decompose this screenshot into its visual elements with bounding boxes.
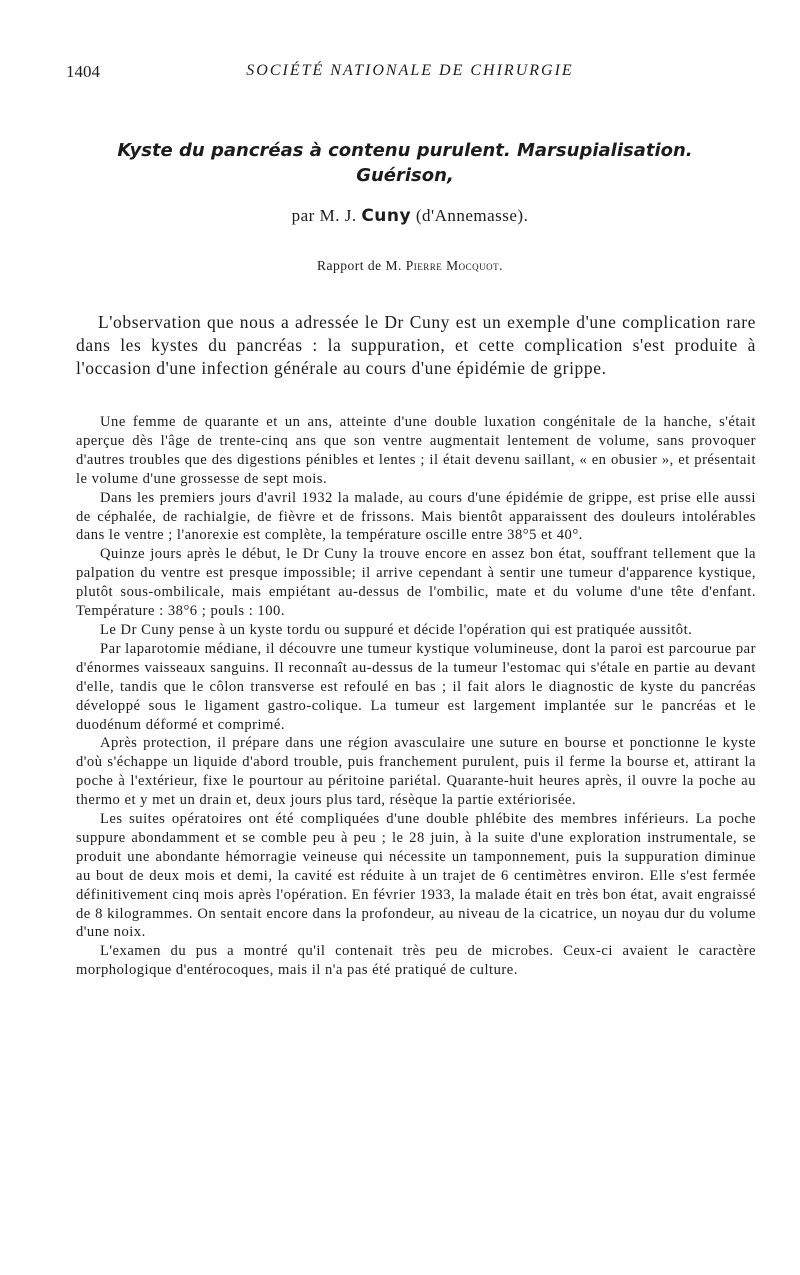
title-line-2: Guérison, xyxy=(356,165,454,186)
body-paragraph: Dans les premiers jours d'avril 1932 la malade, au cours d'une épidémie de grippe, est prise elle aussi de céphalée, de rachialgie, de fièvre et de frissons. Mais bientôt apparaissent des douleurs intolérables dans le ventre ; l'anorexie est complète, la température oscille entre 38°5 et 40°. xyxy=(76,489,756,544)
page-number: 1404 xyxy=(66,62,100,81)
case-report-body xyxy=(76,413,756,980)
article-title xyxy=(60,138,750,188)
page-header xyxy=(0,62,800,86)
author-name: Cuny xyxy=(361,206,412,226)
reporter-name: Pierre Mocquot. xyxy=(405,258,503,273)
byline xyxy=(200,206,620,226)
body-paragraph: Une femme de quarante et un ans, atteinte d'une double luxation congénitale de la hanche, s'était aperçue dès l'âge de trente-cinq ans que son ventre augmentait lentement de volume, sans provoquer d'autres troubles que des digestions pénibles et lentes ; il était devenu saillant, « en obusier », et présentait le volume d'une grossesse de sept mois. xyxy=(76,414,756,487)
body-paragraph: Les suites opératoires ont été compliquées d'une double phlébite des membres inférieurs. La poche suppure abondamment et se comble peu à peu ; le 28 juin, à la suite d'une exploration instrumentale, se produit une abondante hémorragie veineuse qui nécessite un tamponnement, puis la suppuration diminue au bout de deux mois et demi, la cavité est réduite à un trajet de 6 centimètres environ. Elle s'est fermée définitivement cinq mois après l'opération. En février 1933, la malade était en très bon état, avait engraissé de 8 kilogrammes. On sentait encore dans la profondeur, au niveau de la cicatrice, un noyau dur du volume d'une noix. xyxy=(76,811,756,941)
body-paragraph: Après protection, il prépare dans une région avasculaire une suture en bourse et ponctionne le kyste d'où s'échappe un liquide d'abord trouble, puis franchement purulent, puis il ferme la bourse et, attirant la poche à l'extérieur, fixe le pourtour au péritoine pariétal. Quarante-huit heures après, il ouvre la poche au thermo et y met un drain et, deux jours plus tard, résèque la partie extériorisée. xyxy=(76,735,756,809)
body-paragraph: Par laparotomie médiane, il découvre une tumeur kystique volumineuse, dont la paroi est parcourue par d'énormes vaisseaux sanguins. Il reconnaît au-dessus de la tumeur l'estomac qui s'étale en partie au devant d'elle, tandis que le côlon transverse est refoulé en bas ; il fait alors le diagnostic de kyste du pancréas développé sous le ligament gastro-colique. La tumeur est largement implantée sur le pancréas et le duodénum déformé et comprimé. xyxy=(76,640,756,733)
body-paragraph: Le Dr Cuny pense à un kyste tordu ou suppuré et décide l'opération qui est pratiquée aussitôt. xyxy=(100,621,693,638)
byline-prefix: par M. J. xyxy=(291,206,357,225)
title-line-1: Kyste du pancréas à contenu purulent. Marsupialisation. xyxy=(117,140,693,161)
report-line xyxy=(200,258,620,274)
body-paragraph: L'examen du pus a montré qu'il contenait très peu de microbes. Ceux-ci avaient le caractère morphologique d'entérocoques, mais il n'a pas été pratiqué de culture. xyxy=(76,943,756,979)
body-paragraph: Quinze jours après le début, le Dr Cuny la trouve encore en assez bon état, souffrant tellement que la palpation du ventre est presque impossible; il arrive cependant à sentir une tumeur d'apparence kystique, plutôt sous-ombilicale, mais empiétant au-dessus de l'ombilic, mate et du volume d'une tête d'enfant. Température : 38°6 ; pouls : 100. xyxy=(76,546,756,620)
author-location: (d'Annemasse). xyxy=(415,206,529,225)
intro-paragraph: L'observation que nous a adressée le Dr Cuny est un exemple d'une complication rare dans les kystes du pancréas : la suppuration, et cette complication s'est produite à l'occasion d'une infection générale au cours d'une épidémie de grippe. xyxy=(76,312,756,378)
report-prefix: Rapport de M. xyxy=(316,258,402,273)
running-head: SOCIÉTÉ NATIONALE DE CHIRURGIE xyxy=(246,62,574,79)
